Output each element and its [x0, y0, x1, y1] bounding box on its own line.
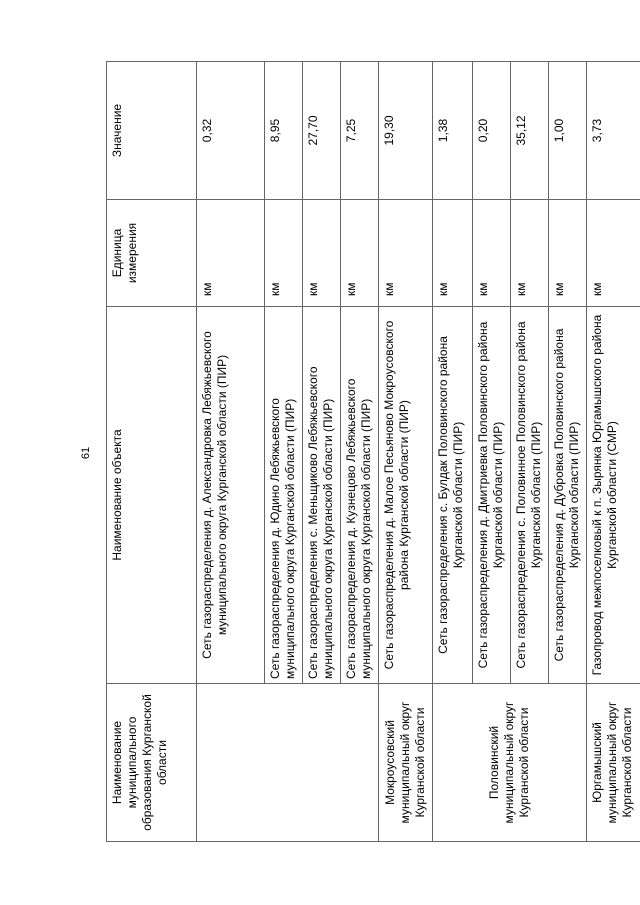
header-unit: Единица измерения [107, 200, 197, 307]
value-cell: 0,20 [473, 62, 511, 200]
municipality-cell: Половинский муниципальный округ Курганской области [433, 684, 587, 842]
header-value: Значение [107, 62, 197, 200]
value-cell: 7,25 [341, 62, 379, 200]
table-row [587, 62, 640, 842]
table-header-row [107, 62, 197, 842]
gas-network-table [106, 61, 640, 842]
rotated-table-container [106, 62, 634, 842]
object-cell: Газопровод межпоселковый к п. Зырянка Юргамышского района Курганской области (СМР) [587, 307, 640, 684]
unit-cell: км [379, 200, 433, 307]
unit-cell: км [433, 200, 473, 307]
value-cell: 3,73 [587, 62, 640, 200]
value-cell: 19,30 [379, 62, 433, 200]
page-number: 61 [80, 446, 93, 460]
unit-cell: км [587, 200, 640, 307]
unit-cell: км [303, 200, 341, 307]
object-cell: Сеть газораспределения с. Меньщиково Лебяжьевского муниципального округа Курганской области (ПИР) [303, 307, 341, 684]
value-cell: 1,00 [549, 62, 587, 200]
object-cell: Сеть газораспределения д. Александровка Лебяжьевского муниципального округа Курганской области (ПИР) [197, 307, 265, 684]
unit-cell: км [511, 200, 549, 307]
object-cell: Сеть газораспределения д. Кузнецово Лебяжьевского муниципального округа Курганской области (ПИР) [341, 307, 379, 684]
unit-cell: км [265, 200, 303, 307]
value-cell: 1,38 [433, 62, 473, 200]
table-row [379, 62, 433, 842]
unit-cell: км [341, 200, 379, 307]
object-cell: Сеть газораспределения д. Малое Песьяново Мокроусовского района Курганской области (ПИР) [379, 307, 433, 684]
table-row [433, 62, 473, 842]
value-cell: 35,12 [511, 62, 549, 200]
municipality-cell: Мокроусовский муниципальный округ Курганской области [379, 684, 433, 842]
unit-cell: км [197, 200, 265, 307]
header-municipality: Наименование муниципального образования Курганской области [107, 684, 197, 842]
header-object: Наименование объекта [107, 307, 197, 684]
value-cell: 8,95 [265, 62, 303, 200]
table-row [197, 62, 265, 842]
object-cell: Сеть газораспределения д. Юдино Лебяжьевского муниципального округа Курганской области (ПИР) [265, 307, 303, 684]
unit-cell: км [473, 200, 511, 307]
unit-cell: км [549, 200, 587, 307]
value-cell: 27,70 [303, 62, 341, 200]
value-cell: 0,32 [197, 62, 265, 200]
object-cell: Сеть газораспределения д. Дубровка Половинского района Курганской области (ПИР) [549, 307, 587, 684]
municipality-cell: Юргамышский муниципальный округ Курганской области [587, 684, 640, 842]
object-cell: Сеть газораспределения д. Дмитриевка Половинского района Курганской области (ПИР) [473, 307, 511, 684]
object-cell: Сеть газораспределения с. Булдак Половинского района Курганской области (ПИР) [433, 307, 473, 684]
municipality-cell [197, 684, 379, 842]
object-cell: Сеть газораспределения с. Половинное Половинского района Курганской области (ПИР) [511, 307, 549, 684]
